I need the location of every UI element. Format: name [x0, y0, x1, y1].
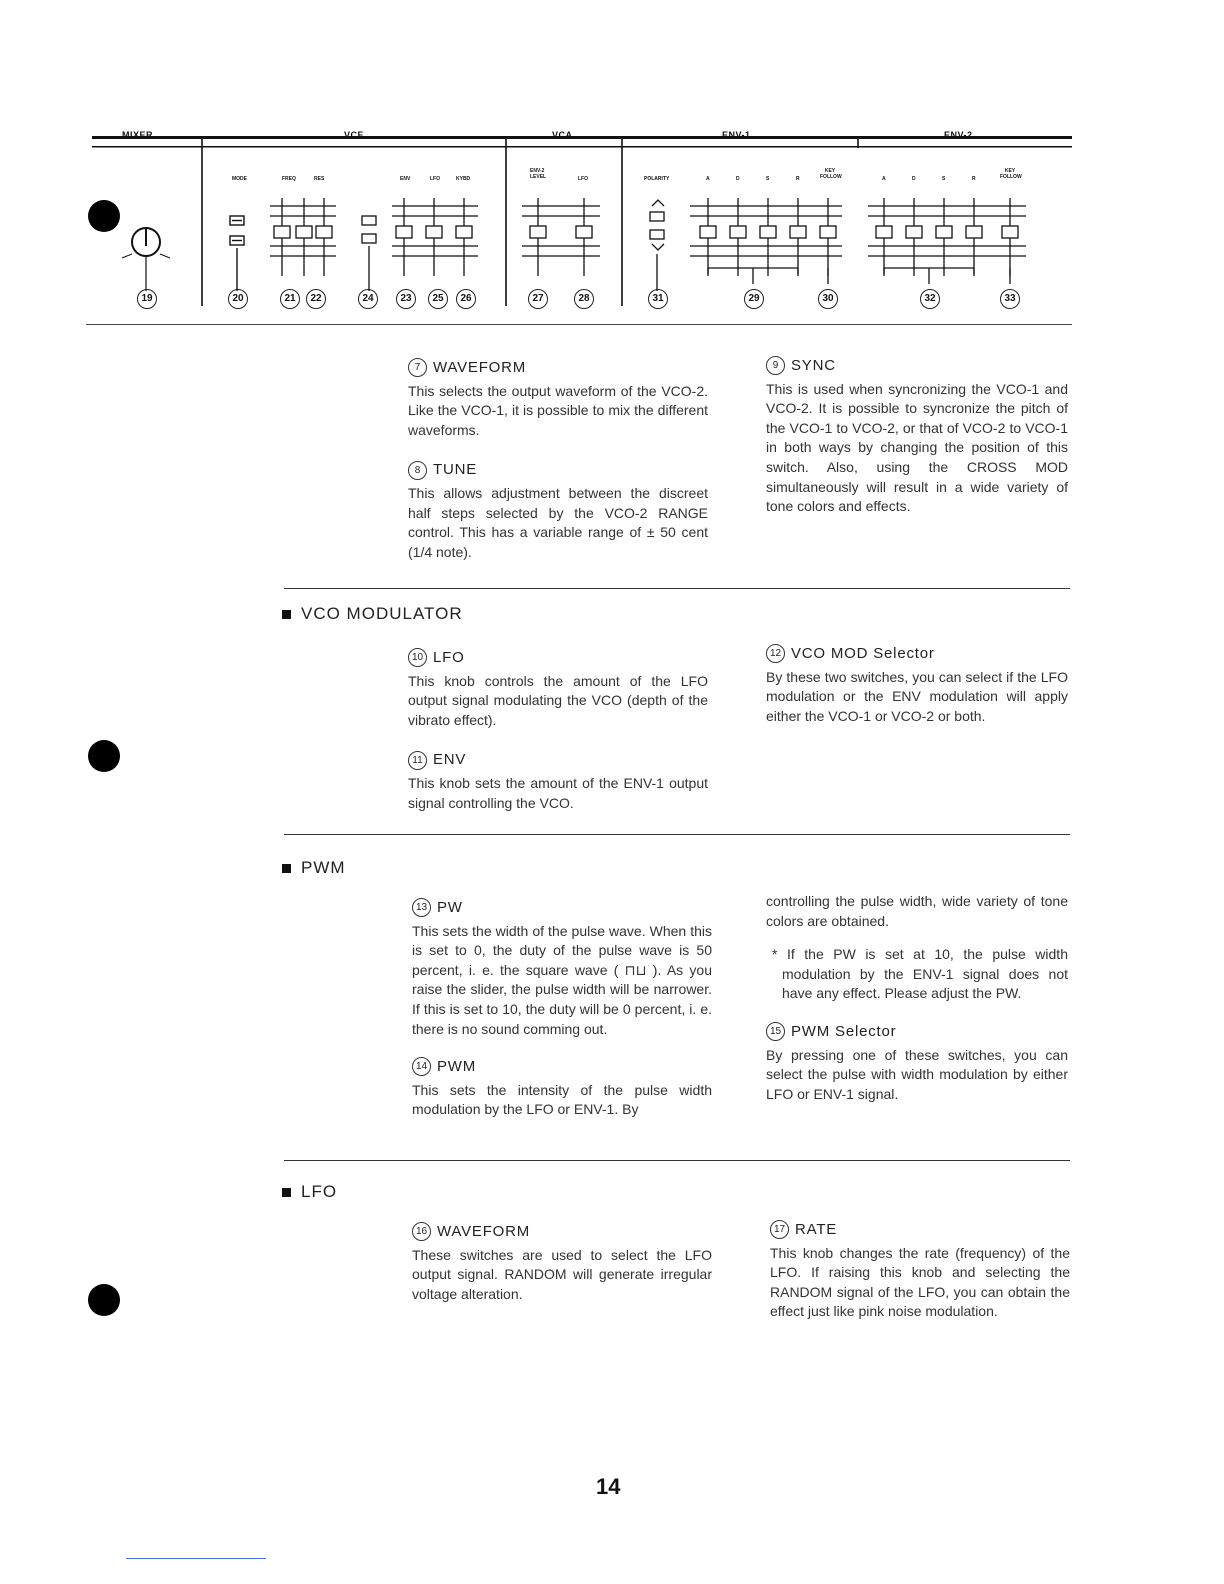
- callout-28: 28: [574, 289, 594, 309]
- item-number: 16: [412, 1222, 431, 1241]
- label-env1-a: A: [706, 176, 710, 182]
- label-env2-s: S: [942, 176, 946, 182]
- item-number: 10: [408, 648, 427, 667]
- heading-text: TUNE: [433, 461, 478, 479]
- heading-lfo-10: [408, 648, 708, 668]
- item-number: 15: [766, 1022, 785, 1041]
- column-vco2-right: [766, 356, 1068, 531]
- label-env1-d: D: [736, 176, 740, 182]
- text-sync-9: This is used when syncronizing the VCO-1 and VCO-2. It is possible to syncronize the pitch of the VCO-1 to VCO-2, or that of VCO-2 to VCO-1 in both ways by changing the position of this switch. Also, using the CROSS MOD simultaneously will result in a wide variety of tone colors and effects.: [766, 380, 1068, 515]
- callout-32: 32: [920, 289, 940, 309]
- section-lfo: [282, 1182, 337, 1202]
- binder-hole-top: [88, 200, 120, 232]
- callout-30: 30: [818, 289, 838, 309]
- label-env1-key-follow: KEY FOLLOW: [820, 168, 842, 180]
- text-pwm-14: This sets the intensity of the pulse width modulation by the LFO or ENV-1. By: [412, 1081, 712, 1118]
- section-vca: VCA: [552, 130, 573, 140]
- heading-text: PW: [437, 899, 463, 916]
- heading-text: WAVEFORM: [437, 1223, 531, 1240]
- callout-29: 29: [744, 289, 764, 309]
- section-title: LFO: [301, 1182, 338, 1201]
- item-number: 14: [412, 1057, 431, 1076]
- item-number: 7: [408, 358, 427, 377]
- divider-vco-modulator: [284, 588, 1070, 589]
- callout-31: 31: [648, 289, 668, 309]
- item-number: 13: [412, 898, 431, 917]
- callout-19: 19: [137, 289, 157, 309]
- label-vcf-res: RES: [314, 176, 325, 182]
- heading-text: RATE: [795, 1221, 838, 1238]
- text-rate-17: This knob changes the rate (frequency) of the LFO. If raising this knob and selecting the RANDOM signal of the LFO, you can obtain the effect just like pink noise modulation.: [770, 1244, 1070, 1320]
- column-lfo-right: [770, 1220, 1070, 1336]
- panel-divider: [86, 324, 1072, 325]
- label-vca-lfo: LFO: [578, 176, 588, 182]
- callout-24: 24: [358, 289, 378, 309]
- heading-env-11: [408, 750, 708, 770]
- mixer-knob: [122, 228, 170, 291]
- label-env1-polarity: POLARITY: [644, 176, 670, 182]
- text-pw-note: * If the PW is set at 10, the pulse width modulation by the ENV-1 signal does not have any effect. Please adjust the PW.: [772, 946, 1068, 1002]
- callout-27: 27: [528, 289, 548, 309]
- label-env2-a: A: [882, 176, 886, 182]
- heading-pwm-14: [412, 1057, 712, 1077]
- synth-panel-diagram: [92, 126, 1072, 326]
- column-lfo-left: [412, 1222, 712, 1318]
- section-title: VCO MODULATOR: [301, 604, 463, 623]
- column-pwm-right: [766, 892, 1068, 1118]
- label-env1-r: R: [796, 176, 800, 182]
- heading-text: SYNC: [791, 357, 836, 374]
- callout-26: 26: [456, 289, 476, 309]
- item-number: 8: [408, 461, 427, 480]
- callout-23: 23: [396, 289, 416, 309]
- label-vcf-lfo: LFO: [430, 176, 440, 182]
- bullet-square: [282, 1188, 291, 1197]
- heading-pwm-selector-15: [766, 1022, 1068, 1042]
- item-number: 9: [766, 356, 785, 375]
- callout-20: 20: [228, 289, 248, 309]
- text-env-11: This knob sets the amount of the ENV-1 output signal controlling the VCO.: [408, 774, 708, 811]
- label-env2-d: D: [912, 176, 916, 182]
- bullet-square: [282, 610, 291, 619]
- label-env2-key-follow: KEY FOLLOW: [1000, 168, 1022, 180]
- column-pwm-left: [412, 898, 712, 1134]
- heading-text: PWM Selector: [791, 1022, 897, 1040]
- label-vcf-env: ENV: [400, 176, 411, 182]
- heading-text: ENV: [433, 751, 467, 769]
- text-waveform-16: These switches are used to select the LFO output signal. RANDOM will generate irregular voltage alteration.: [412, 1246, 712, 1302]
- heading-vco-mod-selector-12: [766, 644, 1068, 664]
- vcf-sliders: [270, 198, 478, 291]
- callout-21: 21: [280, 289, 300, 309]
- item-number: 12: [766, 644, 785, 663]
- section-vcf: VCF: [344, 130, 364, 140]
- text-waveform-7: This selects the output waveform of the VCO-2. Like the VCO-1, it is possible to mix the different waveforms.: [408, 382, 708, 438]
- section-title: PWM: [301, 858, 346, 877]
- text-pw-13: This sets the width of the pulse wave. When this is set to 0, the duty of the pulse wave is 50 percent, i. e. the square wave ( ⊓⊔ ). As you raise the slider, the pulse width will be narrower. If this is set to 10, the duty will be 0 percent, i. e. there is no sound comming out.: [412, 922, 712, 1037]
- divider-pwm: [284, 834, 1070, 835]
- env1-sliders: [650, 198, 842, 291]
- label-vca-env2-level: ENV-2 LEVEL: [530, 168, 547, 180]
- column-vco-mod-right: [766, 644, 1068, 740]
- section-vco-modulator: [282, 604, 463, 624]
- section-env1: ENV-1: [722, 130, 751, 140]
- heading-text: VCO MOD Selector: [791, 645, 935, 662]
- heading-pw-13: [412, 898, 712, 918]
- env2-sliders: [868, 198, 1026, 284]
- heading-rate-17: [770, 1220, 1070, 1240]
- heading-text: PWM: [437, 1058, 477, 1076]
- label-vcf-mode: MODE: [232, 176, 247, 182]
- text-tune-8: This allows adjustment between the discreet half steps selected by the VCO-2 RANGE control. This has a variable range of ± 50 cent (1/4 note).: [408, 484, 708, 560]
- vca-sliders: [522, 198, 600, 276]
- heading-waveform-16: [412, 1222, 712, 1242]
- page-number: 14: [596, 1474, 621, 1499]
- label-vcf-freq: FREQ: [282, 176, 296, 182]
- bullet-square: [282, 864, 291, 873]
- section-pwm: [282, 858, 346, 878]
- item-number: 11: [408, 751, 427, 770]
- label-env1-s: S: [766, 176, 770, 182]
- vcf-mode-switches: [230, 216, 244, 291]
- heading-text: LFO: [433, 649, 465, 666]
- binder-hole-bottom: [88, 1284, 120, 1316]
- heading-waveform-7: [408, 358, 708, 378]
- text-vco-mod-selector-12: By these two switches, you can select if the LFO modulation or the ENV modulation will apply either the VCO-1 or VCO-2 or both.: [766, 668, 1068, 724]
- heading-tune-8: [408, 460, 708, 480]
- column-vco-mod-left: [408, 648, 708, 827]
- divider-lfo: [284, 1160, 1070, 1161]
- section-env2: ENV-2: [944, 130, 973, 140]
- footer-line: [126, 1558, 266, 1559]
- label-env2-r: R: [972, 176, 976, 182]
- text-pwm-continued: controlling the pulse width, wide variety of tone colors are obtained.: [766, 893, 1068, 929]
- callout-33: 33: [1000, 289, 1020, 309]
- text-pwm-selector-15: By pressing one of these switches, you can select the pulse with width modulation by either LFO or ENV-1 signal.: [766, 1046, 1068, 1102]
- text-lfo-10: This knob controls the amount of the LFO output signal modulating the VCO (depth of the vibrato effect).: [408, 672, 708, 728]
- callout-25: 25: [428, 289, 448, 309]
- item-number: 17: [770, 1220, 789, 1239]
- section-mixer: MIXER: [122, 130, 154, 140]
- callout-22: 22: [306, 289, 326, 309]
- heading-text: WAVEFORM: [433, 359, 527, 376]
- label-vcf-kybd: KYBD: [456, 176, 471, 182]
- heading-sync-9: [766, 356, 1068, 376]
- column-vco2-left: [408, 358, 708, 576]
- binder-hole-middle: [88, 740, 120, 772]
